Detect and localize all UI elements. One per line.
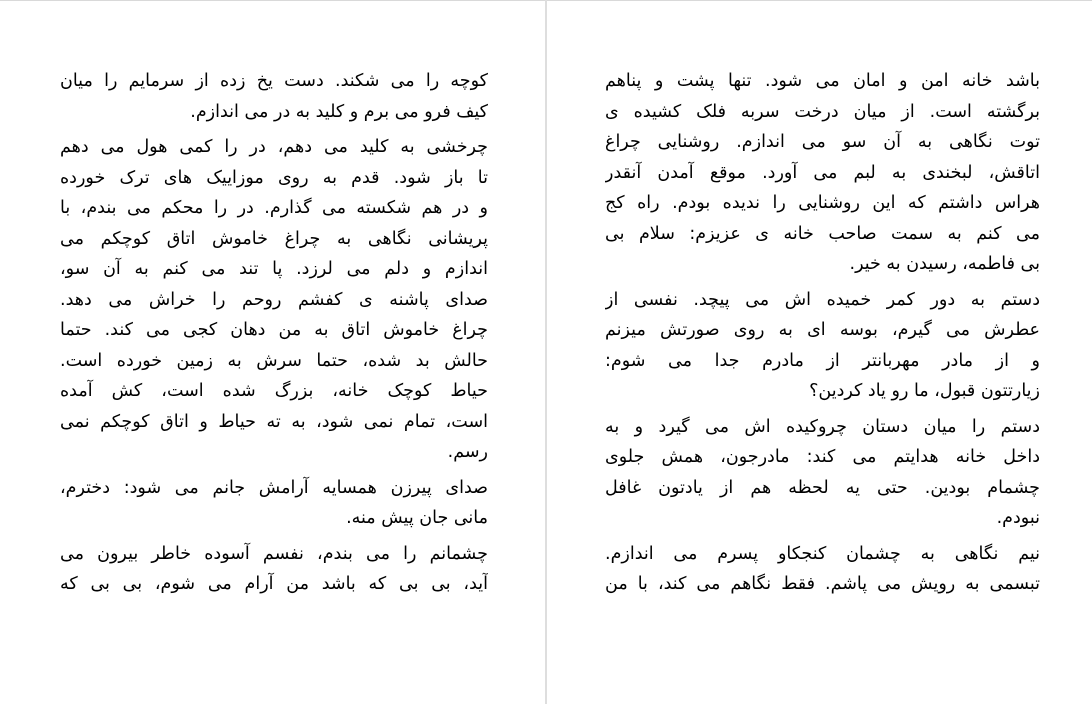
text-line: آید، بی بی که باشد من آرام می شوم، بی بی که <box>60 574 488 594</box>
paragraph <box>60 473 488 534</box>
text-line: و در هم شکسته می گذارم. در را محکم می بندم، با <box>60 198 488 218</box>
text-line: هراس داشتم که این روشنایی را ندیده بودم. راه کج <box>605 193 1040 213</box>
paragraph <box>605 412 1040 534</box>
paragraph <box>60 66 488 127</box>
paragraph <box>60 132 488 468</box>
text-line: چرخشی به کلید می دهم، در را کمی هول می دهم <box>60 137 488 157</box>
text-line: کوچه را می شکند. دست یخ زده از سرمایم را میان <box>60 71 488 91</box>
text-line: نبودم. <box>996 508 1040 528</box>
text-line: چراغ خاموش اتاق به من دهان کجی می کند. حتما <box>60 320 488 340</box>
text-line: رسم. <box>447 442 488 462</box>
text-line: حیاط کوچک خانه، بزرگ شده است، کش آمده <box>60 381 488 401</box>
text-line: زیارتتون قبول، ما رو یاد کردین؟ <box>809 381 1040 401</box>
text-line: عطرش می گیرم، بوسه ای به روی صورتش میزنم <box>605 320 1040 340</box>
text-line: پریشانی نگاهی به چراغ خاموش اتاق کوچکم می <box>60 228 488 249</box>
text-line: دستم به دور کمر خمیده اش می پیچد. نفسی از <box>605 289 1040 310</box>
left-page <box>60 66 488 696</box>
text-line: است، تمام نمی شود، به ته حیاط و اتاق کوچکم نمی <box>60 411 488 432</box>
paragraph <box>605 66 1040 280</box>
text-line: می کنم به سمت صاحب خانه ی عزیزم: سلام بی <box>605 223 1040 244</box>
text-line: و از مادر مهربانتر از مادرم جدا می شوم: <box>605 350 1040 371</box>
right-page <box>605 66 1040 696</box>
text-line: مانی جان پیش منه. <box>346 508 488 528</box>
paragraph <box>60 539 488 600</box>
text-line: دستم را میان دستان چروکیده اش می گیرد و به <box>605 416 1040 437</box>
text-line: صدای پیرزن همسایه آرامش جانم می شود: دخترم، <box>60 477 488 498</box>
text-line: بی فاطمه، رسیدن به خیر. <box>849 254 1040 274</box>
paragraph <box>605 539 1040 600</box>
right-page-text <box>605 66 1040 600</box>
left-page-text <box>60 66 488 600</box>
text-line: حالش بد شده، حتما سرش به زمین خورده است. <box>60 350 488 371</box>
page-gutter <box>545 0 547 704</box>
text-line: چشمانم را می بندم، نفسم آسوده خاطر بیرون می <box>60 543 488 564</box>
text-line: تا باز شود. قدم به روی موزاییک های ترک خورده <box>60 167 488 188</box>
text-line: تبسمی به رویش می پاشم. فقط نگاهم می کند، با من <box>605 574 1040 594</box>
paragraph <box>605 285 1040 407</box>
text-line: صدای پاشنه ی کفشم روحم را خراش می دهد. <box>60 289 488 310</box>
text-line: داخل خانه هدایتم می کند: مادرجون، همش جلوی <box>605 447 1040 467</box>
text-line: نیم نگاهی به چشمان کنجکاو پسرم می اندازم. <box>605 543 1040 564</box>
text-line: کیف فرو می برم و کلید به در می اندازم. <box>190 101 488 122</box>
text-line: برگشته است. از میان درخت سربه فلک کشیده ی <box>605 101 1040 122</box>
text-line: اندازم و دلم می لرزد. پا تند می کنم به آن سو، <box>60 259 488 279</box>
text-line: توت نگاهی به آن سو می اندازم. روشنایی چراغ <box>605 132 1040 152</box>
text-line: اتاقش، لبخندی به لبم می آورد. موقع آمدن آنقدر <box>605 162 1040 183</box>
text-line: باشد خانه امن و امان می شود. تنها پشت و پناهم <box>605 71 1040 91</box>
text-line: چشمام بودین. حتی یه لحظه هم از یادتون غافل <box>605 477 1040 498</box>
